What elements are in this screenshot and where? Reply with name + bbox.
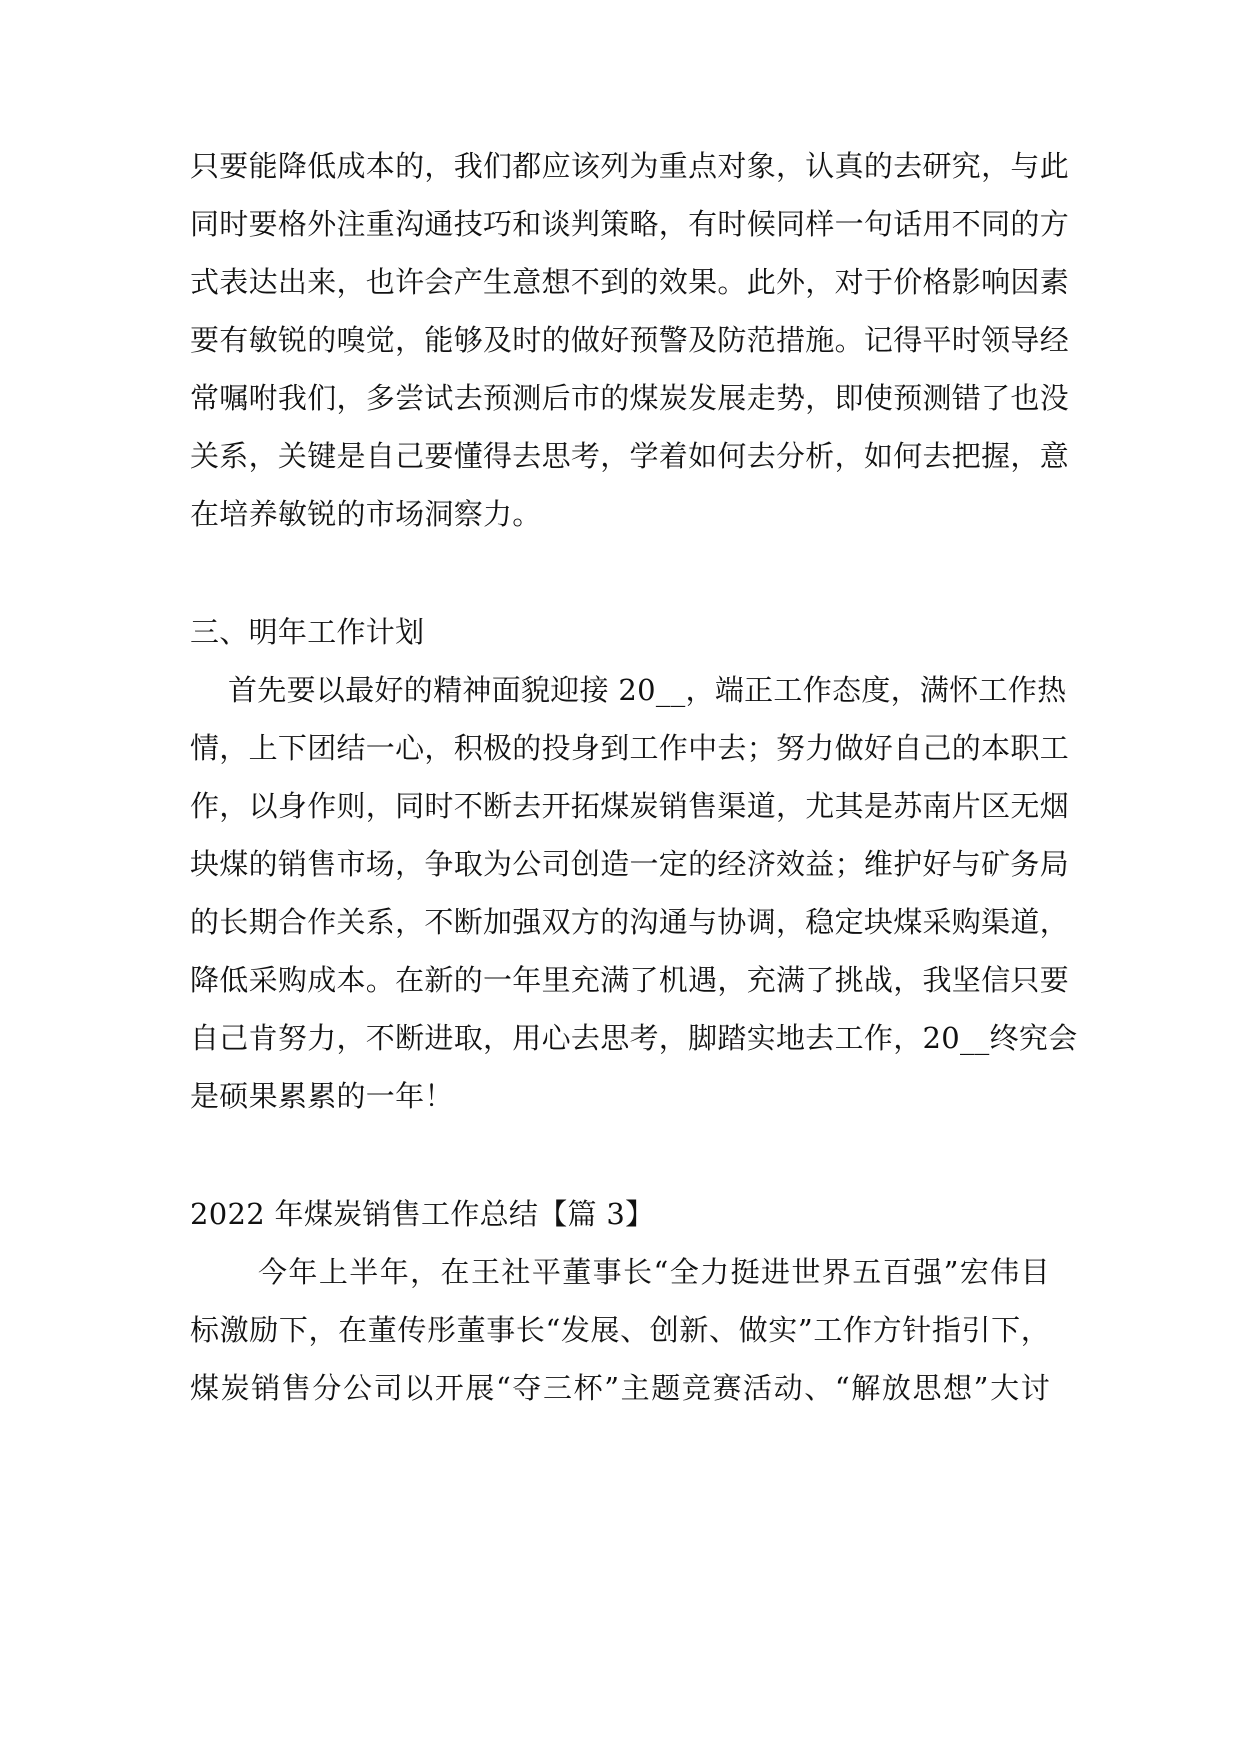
paragraph-2-line-6: 降低采购成本。在新的一年里充满了机遇，充满了挑战，我坚信只要: [190, 963, 1070, 997]
article-title: 2022 年煤炭销售工作总结【篇 3】: [190, 1197, 655, 1231]
paragraph-1-line-1: 只要能降低成本的，我们都应该列为重点对象，认真的去研究，与此: [190, 149, 1070, 183]
paragraph-2-line-3: 作，以身作则，同时不断去开拓煤炭销售渠道，尤其是苏南片区无烟: [190, 789, 1070, 823]
paragraph-2-line-4: 块煤的销售市场，争取为公司创造一定的经济效益；维护好与矿务局: [190, 847, 1070, 881]
paragraph-3-line-3: 煤炭销售分公司以开展“夺三杯”主题竞赛活动、“解放思想”大讨: [190, 1371, 1050, 1405]
paragraph-3-line-1: 今年上半年，在王社平董事长“全力挺进世界五百强”宏伟目: [258, 1255, 1050, 1289]
paragraph-1-line-2: 同时要格外注重沟通技巧和谈判策略，有时候同样一句话用不同的方: [190, 207, 1070, 241]
paragraph-1-line-4: 要有敏锐的嗅觉，能够及时的做好预警及防范措施。记得平时领导经: [190, 323, 1070, 357]
paragraph-2-line-2: 情，上下团结一心，积极的投身到工作中去；努力做好自己的本职工: [190, 731, 1070, 765]
paragraph-1-line-7: 在培养敏锐的市场洞察力。: [190, 497, 542, 531]
paragraph-3-line-2: 标激励下，在董传彤董事长“发展、创新、做实”工作方针指引下，: [190, 1313, 1050, 1347]
paragraph-1-line-3: 式表达出来，也许会产生意想不到的效果。此外，对于价格影响因素: [190, 265, 1070, 299]
paragraph-2-line-8: 是硕果累累的一年！: [190, 1079, 454, 1113]
paragraph-1-line-5: 常嘱咐我们，多尝试去预测后市的煤炭发展走势，即使预测错了也没: [190, 381, 1070, 415]
paragraph-2-line-1: 首先要以最好的精神面貌迎接 20__，端正工作态度，满怀工作热: [228, 673, 1067, 707]
section-heading: 三、明年工作计划: [190, 615, 425, 649]
paragraph-2-line-5: 的长期合作关系，不断加强双方的沟通与协调，稳定块煤采购渠道，: [190, 905, 1070, 939]
paragraph-2-line-7: 自己肯努力，不断进取，用心去思考，脚踏实地去工作，20__终究会: [190, 1021, 1078, 1055]
paragraph-1-line-6: 关系，关键是自己要懂得去思考，学着如何去分析，如何去把握，意: [190, 439, 1070, 473]
